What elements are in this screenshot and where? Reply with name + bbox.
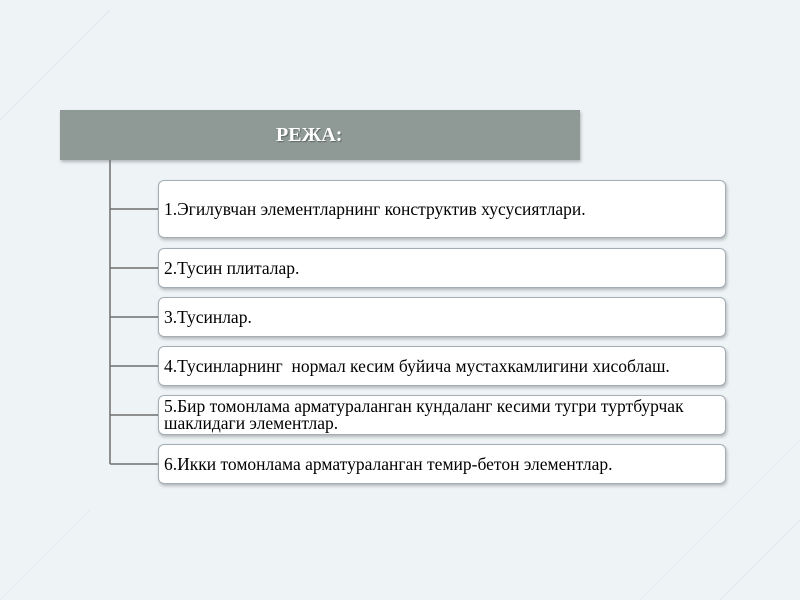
plan-title: РЕЖА: <box>276 124 343 146</box>
plan-item-4 <box>158 346 726 386</box>
plan-item-4-text: 4.Тусинларнинг нормал кесим буйича мустахкамлигини хисоблаш. <box>164 355 670 376</box>
plan-item-3 <box>158 297 726 337</box>
plan-item-1-text: 1.Эгилувчан элементларнинг конструктив хусусиятлари. <box>164 198 586 219</box>
plan-item-3-text: 3.Тусинлар. <box>164 306 252 327</box>
plan-item-2-text: 2.Тусин плиталар. <box>164 257 300 278</box>
plan-item-5-text: 5.Бир томонлама арматураланган кундаланг кесими тугри туртбурчак шаклидаги элементлар. <box>164 396 688 433</box>
plan-item-2 <box>158 248 726 288</box>
plan-item-6-text: 6.Икки томонлама арматураланган темир-бетон элементлар. <box>164 453 613 474</box>
plan-item-6 <box>158 444 726 484</box>
plan-item-1 <box>158 180 726 238</box>
plan-item-5 <box>158 395 726 435</box>
